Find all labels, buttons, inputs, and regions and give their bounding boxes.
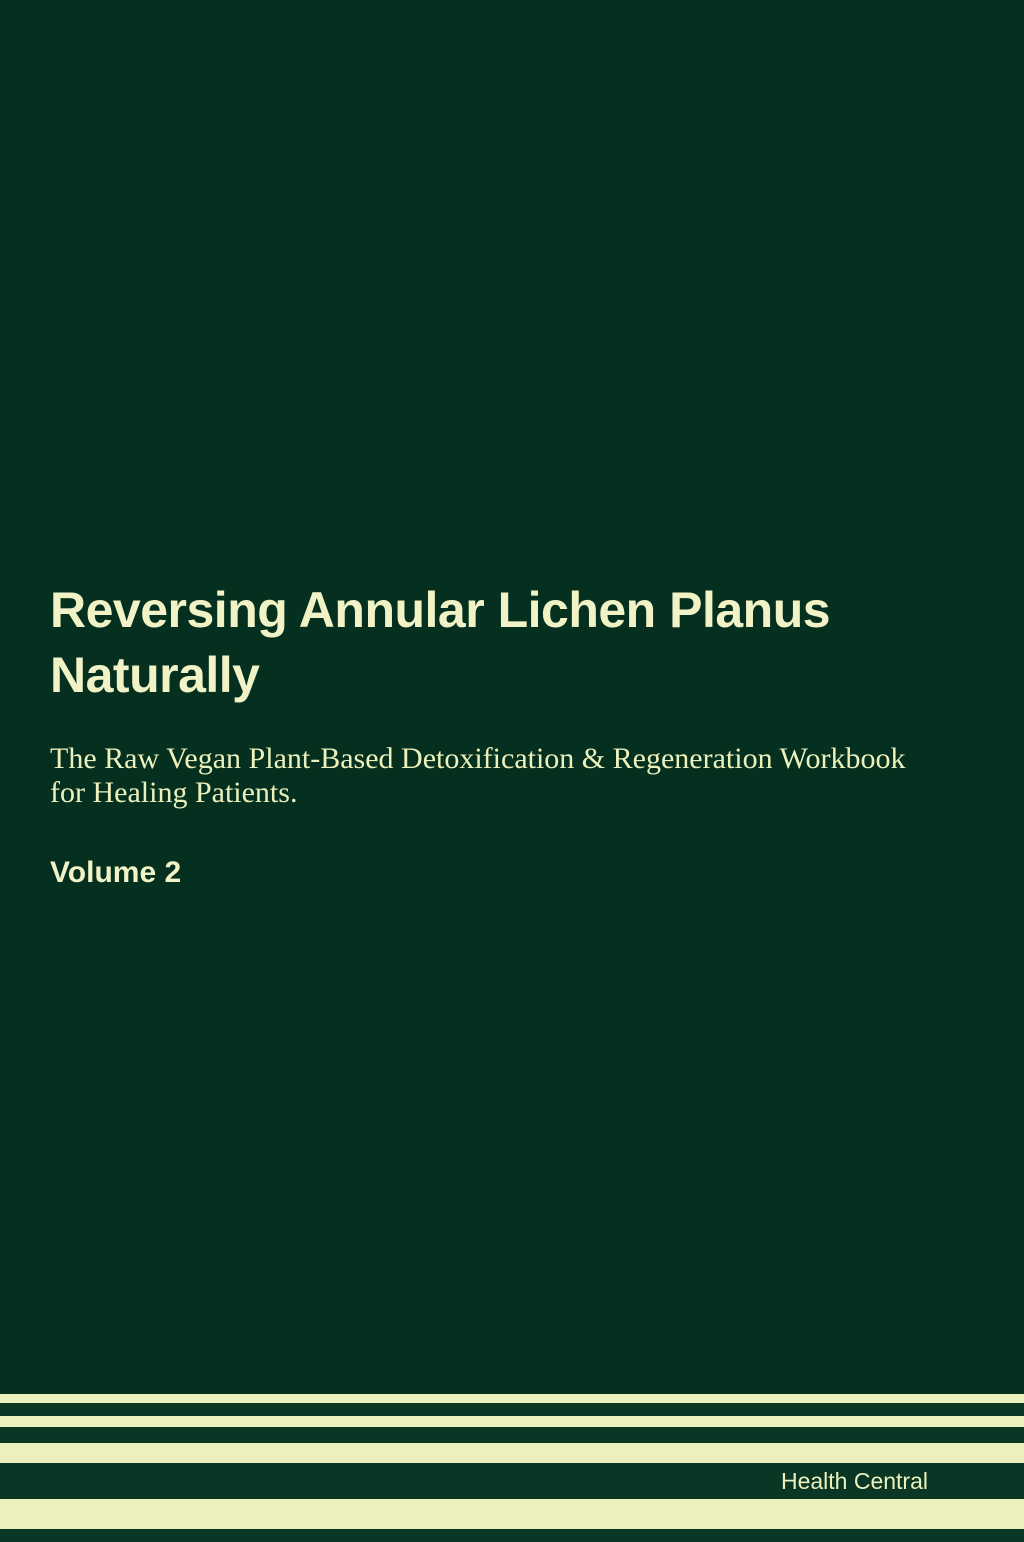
- book-title: [50, 578, 960, 708]
- book-title-line1: Reversing Annular Lichen Planus: [50, 582, 831, 638]
- book-title-line2: Naturally: [50, 647, 260, 703]
- book-subtitle: The Raw Vegan Plant-Based Detoxification & Regeneration Workbook for Healing Patients.: [50, 742, 906, 809]
- footer-stripe-3: [0, 1443, 1024, 1463]
- footer-stripe-2: [0, 1416, 1024, 1427]
- footer-stripes: [0, 1394, 1024, 1542]
- footer-stripe-4: [0, 1499, 1024, 1529]
- volume-label: Volume 2: [50, 856, 182, 889]
- publisher-name: Health Central: [780, 1468, 928, 1494]
- footer-stripe-1: [0, 1394, 1024, 1403]
